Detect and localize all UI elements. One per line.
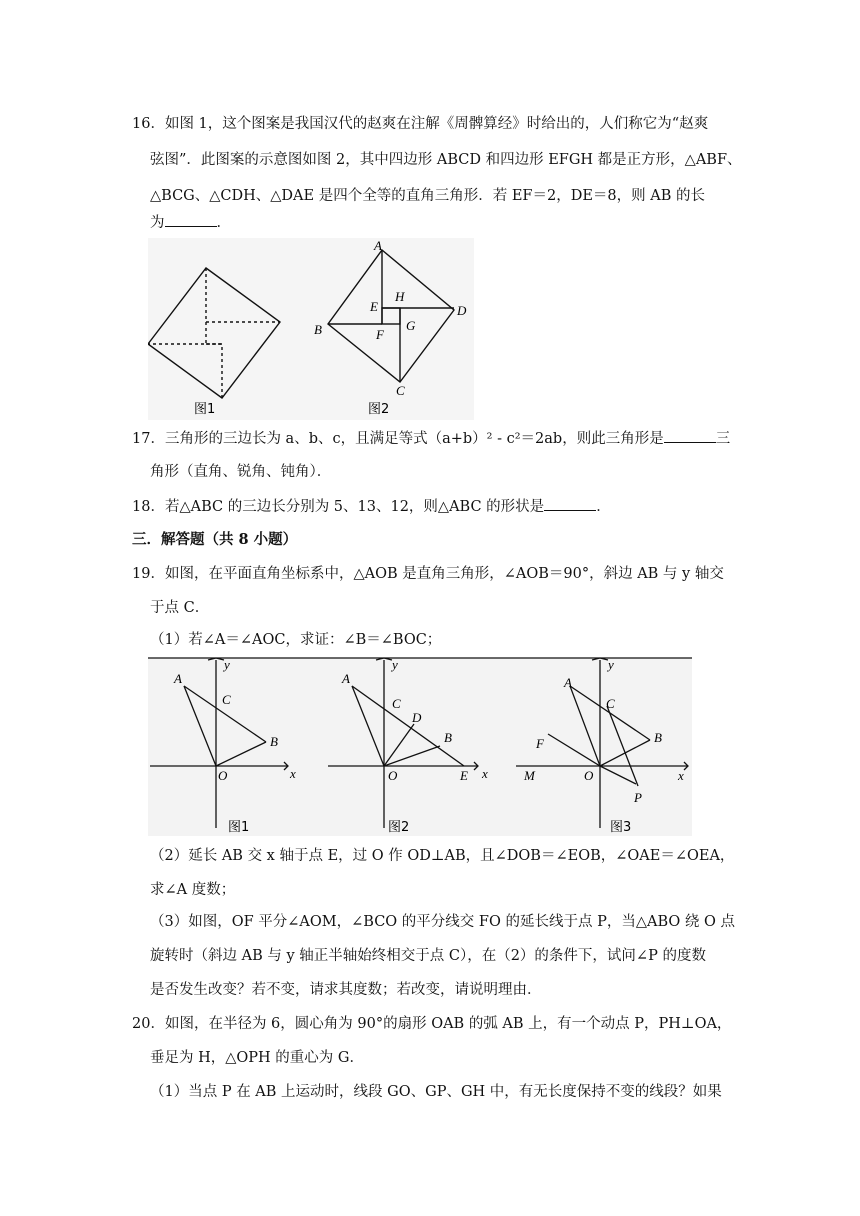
label-E: E (370, 299, 378, 314)
q19-fig1-caption: 图1 (228, 820, 250, 835)
label-H: H (395, 289, 405, 304)
q17-line2: 角形（直角、锐角、钝角）． (150, 464, 332, 480)
q19-part1: （1）若∠A＝∠AOC，求证：∠B＝∠BOC； (150, 632, 442, 648)
q16-line4-suffix: ． (216, 215, 231, 231)
f3-label-C: C (606, 696, 615, 711)
f3-label-O: O (584, 768, 594, 783)
f2-label-E: E (460, 768, 468, 783)
f3-label-P: P (634, 790, 642, 805)
label-C: C (396, 383, 405, 398)
q18-line1-suffix: ． (596, 499, 611, 515)
q19-fig2-caption: 图2 (388, 820, 410, 835)
f2-label-x: x (482, 766, 488, 781)
q17-line1 (132, 428, 730, 449)
q16-line2: 弦图”．此图案的示意图如图 2，其中四边形 ABCD 和四边形 EFGH 都是正方形，△ABF、 (150, 152, 742, 168)
q19-part3-line1: （3）如图，OF 平分∠AOM，∠BCO 的平分线交 FO 的延长线于点 P，当△ABO 绕 O 点 (150, 914, 735, 930)
f1-label-C: C (222, 692, 231, 707)
q19-part3-line3: 是否发生改变？若不变，请求其度数；若改变，请说明理由． (150, 982, 542, 998)
label-B: B (314, 322, 322, 337)
q20-line1: 20．如图，在半径为 6，圆心角为 90°的扇形 OAB 的弧 AB 上，有一个动点 P，PH⊥OA， (132, 1016, 732, 1032)
q19-part2-line2: 求∠A 度数； (150, 882, 236, 898)
answer-blank (664, 428, 716, 443)
f3-label-y: y (608, 657, 614, 672)
q17-line1-text: 17．三角形的三边长为 a、b、c，且满足等式（a+b）² - c²＝2ab，则此三角形是 (132, 431, 664, 447)
fig1-caption: 图1 (194, 402, 216, 417)
q16-line1: 16．如图 1，这个图案是我国汉代的赵爽在注解《周髀算经》时给出的，人们称它为“赵爽 (132, 116, 709, 132)
q16-line3: △BCG、△CDH、△DAE 是四个全等的直角三角形．若 EF＝2，DE＝8，则 AB 的长 (150, 188, 705, 204)
f3-label-x: x (678, 768, 684, 783)
q20-part1: （1）当点 P 在 AB 上运动时，线段 GO、GP、GH 中，有无长度保持不变的线段？如果 (150, 1084, 722, 1100)
f1-label-B: B (270, 734, 278, 749)
f1-label-x: x (290, 766, 296, 781)
label-F: F (376, 327, 384, 342)
f2-label-y: y (392, 657, 398, 672)
q19-fig3-caption: 图3 (610, 820, 632, 835)
f1-label-O: O (218, 768, 228, 783)
f3-label-B: B (654, 730, 662, 745)
q16-line4 (150, 212, 231, 233)
f2-label-A: A (342, 671, 350, 686)
f2-label-D: D (412, 710, 422, 725)
q19-line1: 19．如图，在平面直角坐标系中，△AOB 是直角三角形，∠AOB＝90°，斜边 AB 与 y 轴交 (132, 566, 724, 582)
q19-part2-line1: （2）延长 AB 交 x 轴于点 E，过 O 作 OD⊥AB，且∠DOB＝∠EOB，∠OAE＝∠OEA， (150, 848, 735, 864)
q19-figures (148, 656, 692, 836)
q19-line2: 于点 C． (150, 600, 210, 616)
label-D: D (457, 303, 467, 318)
fig2-caption: 图2 (368, 402, 390, 417)
f1-label-y: y (224, 657, 230, 672)
label-G: G (406, 318, 416, 333)
answer-blank (544, 496, 596, 511)
f3-label-M: M (524, 768, 535, 783)
f1-label-A: A (174, 671, 182, 686)
q19-part3-line2: 旋转时（斜边 AB 与 y 轴正半轴始终相交于点 C），在（2）的条件下，试问∠P 的度数 (150, 948, 706, 964)
f3-label-A: A (564, 675, 572, 690)
q16-figures (148, 238, 474, 420)
section-heading: 三．解答题（共 8 小题） (132, 531, 298, 548)
f3-label-F: F (536, 736, 544, 751)
q18-line1 (132, 496, 611, 517)
q18-line1-text: 18．若△ABC 的三边长分别为 5、13、12，则△ABC 的形状是 (132, 499, 545, 515)
label-A: A (374, 238, 382, 253)
f2-label-B: B (444, 730, 452, 745)
q17-line1-suffix: 三 (715, 431, 731, 447)
q20-line2: 垂足为 H，△OPH 的重心为 G． (150, 1050, 364, 1066)
answer-blank (165, 212, 217, 227)
q16-line4-prefix: 为 (150, 215, 165, 231)
f2-label-O: O (388, 768, 398, 783)
f2-label-C: C (392, 696, 401, 711)
